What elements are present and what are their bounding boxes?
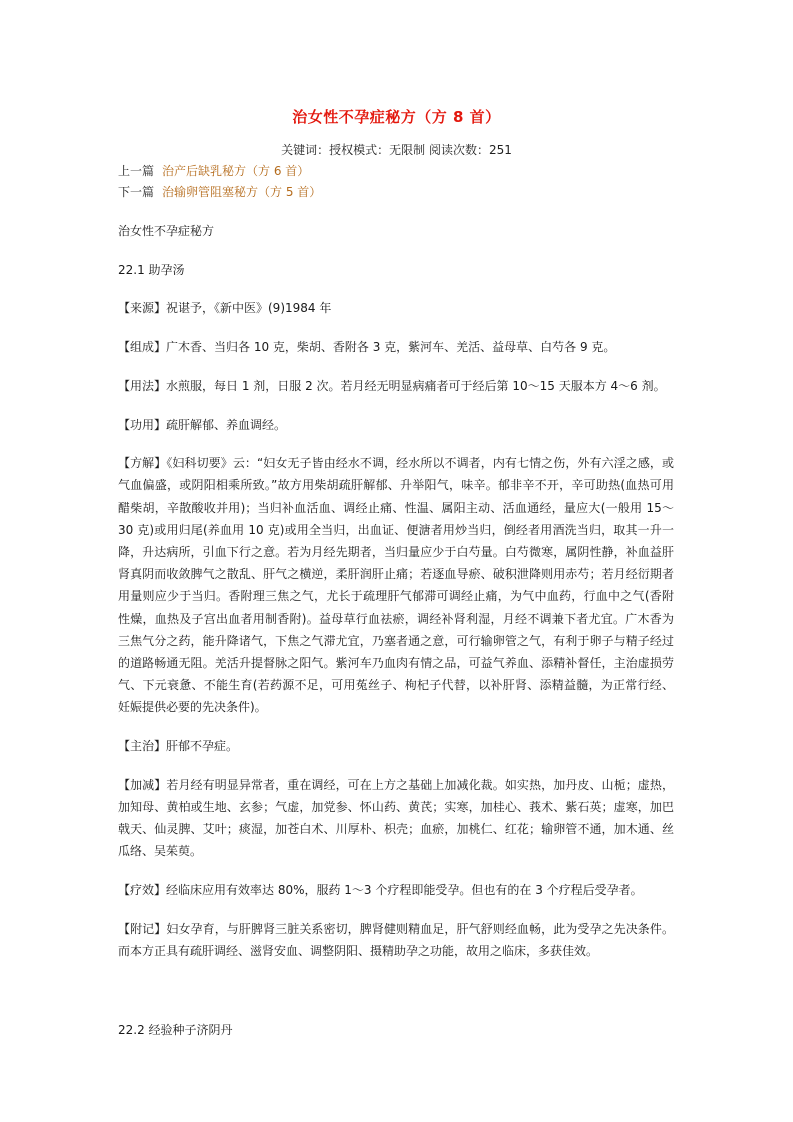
effect-paragraph: 【功用】疏肝解郁、养血调经。 (118, 417, 287, 432)
nav-next (118, 183, 321, 200)
intro-text: 治女性不孕症秘方 (118, 224, 215, 238)
article-meta: 关键词：授权模式：无限制 阅读次数：251 (281, 143, 512, 157)
explanation-paragraph: 【方解】《妇科切要》云：“妇女无子皆由经水不调，经水所以不调者，内有七情之伤，外有六淫之感，或气血偏盛，或阴阳相乘所致。”故方用柴胡疏肝解郁、升举阳气，味辛。郁非辛不开，辛可助热(血热可用醋柴胡，辛散酸收并用)；当归补血活血、调经止痛、性温、属阳主动、活血通经，量应大(一般用 15～30 克)或用归尾(养血用 10 克)或用全当归，出血证、便溏者用炒当归，倒经者用酒洗当归，取其一升一降，升达病所，引血下行之意。若为月经先期者，当归量应少于白芍量。白芍微寒，属阴性静，补血益肝肾真阴而收敛脾气之散乱、肝气之横逆，柔肝润肝止痛；若逐血导瘀、破积泄降则用赤芍；若月经衍期者用量则应少于当归。香附理三焦之气，尤长于疏理肝气郁滞可调经止痛，为气中血药，行血中之气(香附性燥，血热及子宫出血者用制香附)。益母草行血祛瘀，调经补肾利湿，月经不调兼下者尤宜。广木香为三焦气分之药，能升降诸气，下焦之气滞尤宜，乃塞者通之意，可行输卵管之气，有利于卵子与精子经过的道路畅通无阻。羌活升提督脉之阳气。紫河车乃血肉有情之品，可益气养血、添精补督任，主治虚损劳气、下元衰惫、不能生育(若药源不足，可用菟丝子、枸杞子代替，以补肝肾、添精益髓，为正常行经、妊娠提供必要的先决条件)。 (118, 456, 674, 715)
nav-previous-label: 上一篇 (118, 164, 155, 178)
nav-next-link[interactable]: 治输卵管阻塞秘方（方 5 首） (162, 185, 322, 199)
nav-previous (118, 162, 309, 179)
efficacy-paragraph: 【疗效】经临床应用有效率达 80%，服药 1～3 个疗程即能受孕。但也有的在 3 个疗程后受孕者。 (118, 883, 643, 898)
nav-next-label: 下一篇 (118, 185, 155, 199)
section-heading: 22.2 经验种子济阴丹 (118, 1022, 233, 1037)
note-paragraph: 【附记】妇女孕育，与肝脾肾三脏关系密切，脾肾健则精血足，肝气舒则经血畅，此为受孕之先决条件。而本方正具有疏肝调经、滋肾安血、调整阴阳、摄精助孕之功能，故用之临床，多获佳效。 (118, 921, 674, 959)
section-heading: 22.1 助孕汤 (118, 262, 185, 277)
nav-previous-link[interactable]: 治产后缺乳秘方（方 6 首） (162, 164, 310, 178)
article-body (118, 220, 674, 1057)
source-paragraph: 【来源】祝谌予，《新中医》(9)1984 年 (118, 301, 332, 316)
spacer (118, 979, 674, 1019)
composition-paragraph: 【组成】广木香、当归各 10 克，柴胡、香附各 3 克，紫河车、羌活、益母草、白芍各 9 克。 (118, 340, 616, 355)
modification-paragraph: 【加减】若月经有明显异常者，重在调经，可在上方之基础上加减化裁。如实热，加丹皮、山栀；虚热，加知母、黄柏或生地、玄参；气虚，加党参、怀山药、黄芪；实寒，加桂心、莪术、紫石英；虚寒，加巴戟天、仙灵脾、艾叶；痰湿，加苍白术、川厚朴、枳壳；血瘀，加桃仁、红花；输卵管不通，加木通、丝瓜络、吴茱萸。 (118, 777, 674, 859)
page-title: 治女性不孕症秘方（方 8 首） (292, 108, 501, 126)
indication-paragraph: 【主治】肝郁不孕症。 (118, 739, 239, 754)
usage-paragraph: 【用法】水煎服，每日 1 剂，日服 2 次。若月经无明显病痛者可于经后第 10～15 天服本方 4～6 剂。 (118, 378, 666, 393)
